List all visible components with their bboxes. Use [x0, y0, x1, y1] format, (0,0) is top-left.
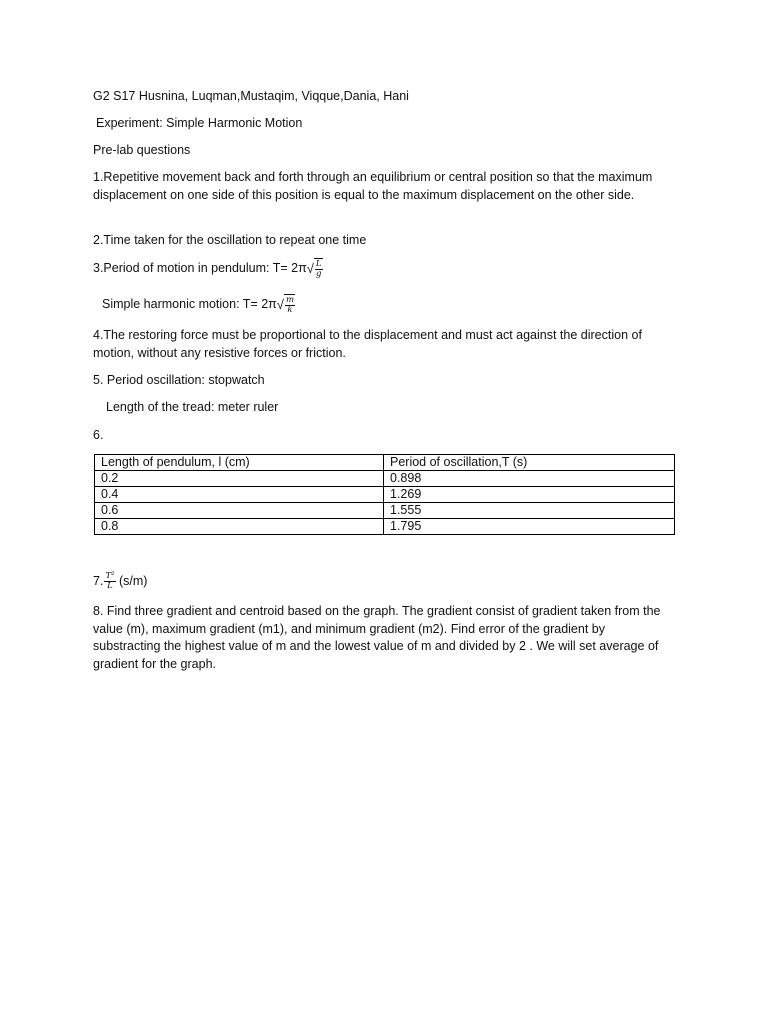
group-members-line: G2 S17 Husnina, Luqman,Mustaqim, Viqque,Dania, Hani — [93, 89, 409, 103]
answer-4: 4.The restoring force must be proportional to the displacement and must act against the direction of motion, without any resistive forces or friction. — [93, 328, 642, 360]
fraction-l-over-g: $\frac{L}{g}$ — [315, 259, 322, 279]
table-row — [95, 519, 675, 535]
table-header-period: Period of oscillation,T (s) — [384, 455, 675, 471]
table-cell-length: 0.6 — [95, 503, 384, 519]
answer-6-label: 6. — [93, 428, 104, 442]
answer-5: 5. Period oscillation: stopwatch — [93, 373, 265, 387]
answer-2: 2.Time taken for the oscillation to repeat one time — [93, 233, 367, 247]
sqrt-expression: √ $\frac{L}{g}$ — [306, 259, 322, 279]
table-cell-period: 1.795 — [384, 519, 675, 535]
table-header-length: Length of pendulum, l (cm) — [95, 455, 384, 471]
table-cell-length: 0.8 — [95, 519, 384, 535]
fraction-m-over-k: $\frac{m}{k}$ — [285, 295, 294, 315]
table-header-row — [95, 455, 675, 471]
table-row — [95, 471, 675, 487]
table-row — [95, 487, 675, 503]
answer-3-pendulum — [93, 258, 323, 279]
answer-3-prefix: 3.Period of motion in pendulum: T= 2π — [93, 260, 307, 275]
answer-1: 1.Repetitive movement back and forth through an equilibrium or central position so that the maximum displacement on one side of this position is equal to the maximum displacement on the other side. — [93, 170, 653, 202]
sqrt-expression: √ $\frac{m}{k}$ — [276, 295, 294, 315]
answer-8: 8. Find three gradient and centroid based on the graph. The gradient consist of gradient taken from the value (m), maximum gradient (m1), and minimum gradient (m2). Find error of the gradient by substracting the highest value of m and the lowest value of m and divided by 2 . We will set average of gradient for the graph. — [93, 604, 661, 671]
table-cell-period: 1.555 — [384, 503, 675, 519]
answer-7-unit: (s/m) — [115, 573, 148, 588]
answer-3-shm — [102, 294, 295, 315]
answer-5b: Length of the tread: meter ruler — [106, 400, 279, 414]
answer-3b-prefix: Simple harmonic motion: T= 2π — [102, 296, 277, 311]
experiment-title: Experiment: Simple Harmonic Motion — [96, 116, 303, 130]
answer-7-prefix: 7. — [93, 573, 104, 588]
data-table — [94, 454, 675, 535]
section-heading: Pre-lab questions — [93, 143, 191, 157]
answer-7 — [93, 572, 147, 591]
table-cell-period: 0.898 — [384, 471, 675, 487]
table-row — [95, 503, 675, 519]
table-cell-period: 1.269 — [384, 487, 675, 503]
table-cell-length: 0.2 — [95, 471, 384, 487]
table-cell-length: 0.4 — [95, 487, 384, 503]
fraction-t2-over-l: $\frac{\text{T²}}{L}$ — [105, 571, 115, 591]
